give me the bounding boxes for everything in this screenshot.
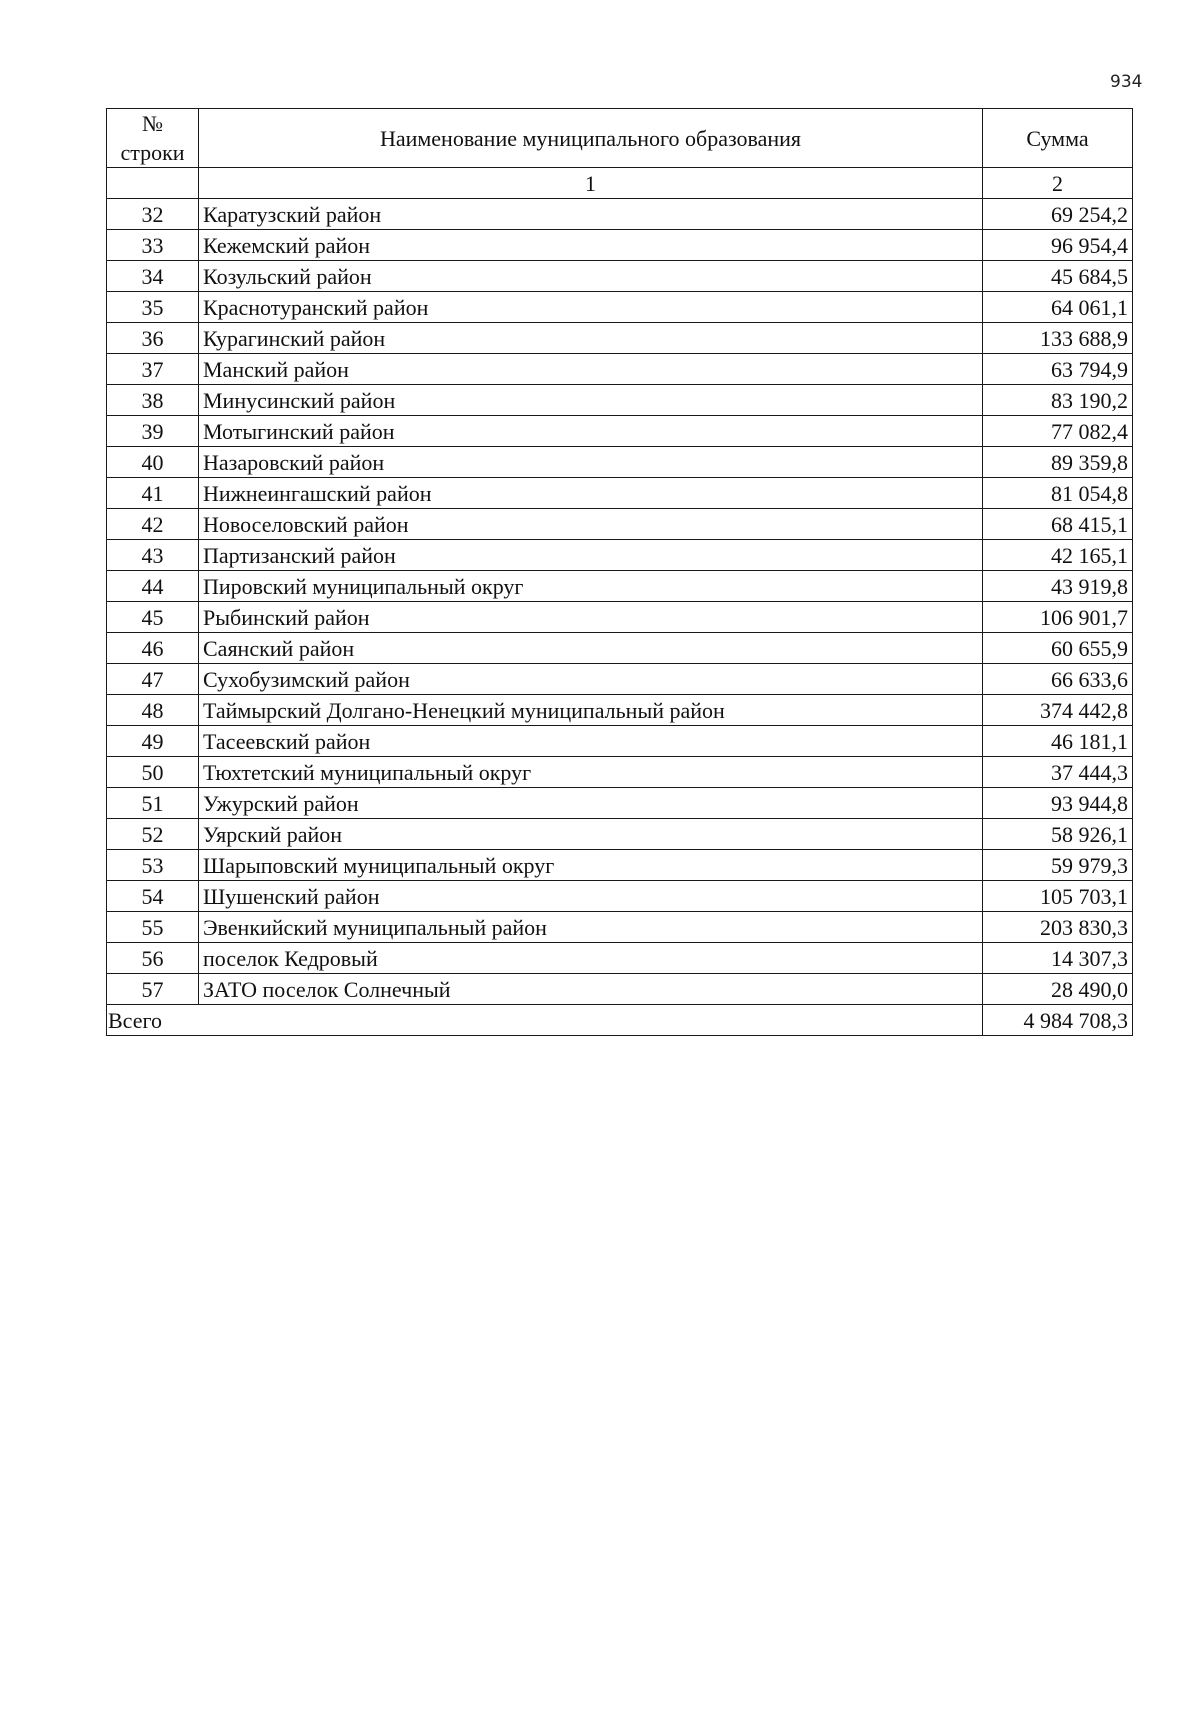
row-sum: 46 181,1: [983, 726, 1133, 757]
row-sum: 58 926,1: [983, 819, 1133, 850]
row-sum: 28 490,0: [983, 974, 1133, 1005]
municipality-name: Сухобузимский район: [199, 664, 983, 695]
table-row: [107, 323, 1133, 354]
row-number: 33: [107, 230, 199, 261]
row-number: 56: [107, 943, 199, 974]
row-number: 48: [107, 695, 199, 726]
row-sum: 37 444,3: [983, 757, 1133, 788]
table-row: [107, 602, 1133, 633]
table-row: [107, 478, 1133, 509]
municipality-name: Тюхтетский муниципальный округ: [199, 757, 983, 788]
table-row: [107, 881, 1133, 912]
table-row: [107, 540, 1133, 571]
row-sum: 374 442,8: [983, 695, 1133, 726]
total-row: [107, 1005, 1133, 1036]
municipality-name: Рыбинский район: [199, 602, 983, 633]
row-number: 52: [107, 819, 199, 850]
row-number: 38: [107, 385, 199, 416]
municipality-name: Пировский муниципальный округ: [199, 571, 983, 602]
row-number: 35: [107, 292, 199, 323]
row-sum: 59 979,3: [983, 850, 1133, 881]
row-number: 51: [107, 788, 199, 819]
row-number: 53: [107, 850, 199, 881]
row-number: 54: [107, 881, 199, 912]
municipality-name: Манский район: [199, 354, 983, 385]
row-number: 45: [107, 602, 199, 633]
municipality-name: ЗАТО поселок Солнечный: [199, 974, 983, 1005]
table-row: [107, 664, 1133, 695]
table-header-row: [107, 109, 1133, 168]
header-row-number: [107, 109, 199, 168]
row-sum: 83 190,2: [983, 385, 1133, 416]
municipality-name: Козульский район: [199, 261, 983, 292]
table-row: [107, 261, 1133, 292]
row-number: 49: [107, 726, 199, 757]
row-sum: 14 307,3: [983, 943, 1133, 974]
row-sum: 66 633,6: [983, 664, 1133, 695]
row-sum: 105 703,1: [983, 881, 1133, 912]
header-number-sign: №: [142, 111, 163, 136]
row-sum: 203 830,3: [983, 912, 1133, 943]
municipality-name: Краснотуранский район: [199, 292, 983, 323]
table-row: [107, 354, 1133, 385]
row-number: 40: [107, 447, 199, 478]
row-number: 32: [107, 199, 199, 230]
row-sum: 96 954,4: [983, 230, 1133, 261]
row-sum: 69 254,2: [983, 199, 1133, 230]
allocation-table: [106, 108, 1133, 1036]
row-number: 46: [107, 633, 199, 664]
row-number: 47: [107, 664, 199, 695]
municipality-name: Партизанский район: [199, 540, 983, 571]
total-sum: 4 984 708,3: [983, 1005, 1133, 1036]
municipality-name: Минусинский район: [199, 385, 983, 416]
municipality-name: Уярский район: [199, 819, 983, 850]
row-sum: 68 415,1: [983, 509, 1133, 540]
row-sum: 42 165,1: [983, 540, 1133, 571]
table-row: [107, 943, 1133, 974]
row-sum: 60 655,9: [983, 633, 1133, 664]
table-row: [107, 416, 1133, 447]
table-body: [107, 199, 1133, 1005]
row-sum: 64 061,1: [983, 292, 1133, 323]
header-sum: Сумма: [983, 109, 1133, 168]
municipality-name: Мотыгинский район: [199, 416, 983, 447]
header-municipality-name: Наименование муниципального образования: [199, 109, 983, 168]
municipality-name: Ужурский район: [199, 788, 983, 819]
municipality-name: Саянский район: [199, 633, 983, 664]
column-index-num: [107, 168, 199, 199]
municipality-name: Каратузский район: [199, 199, 983, 230]
row-number: 44: [107, 571, 199, 602]
row-sum: 77 082,4: [983, 416, 1133, 447]
row-sum: 63 794,9: [983, 354, 1133, 385]
row-number: 42: [107, 509, 199, 540]
municipality-name: Новоселовский район: [199, 509, 983, 540]
row-sum: 133 688,9: [983, 323, 1133, 354]
table-row: [107, 447, 1133, 478]
municipality-name: Эвенкийский муниципальный район: [199, 912, 983, 943]
municipality-name: Назаровский район: [199, 447, 983, 478]
municipality-name: Кежемский район: [199, 230, 983, 261]
row-number: 41: [107, 478, 199, 509]
municipality-name: Тасеевский район: [199, 726, 983, 757]
row-sum: 45 684,5: [983, 261, 1133, 292]
column-index-row: [107, 168, 1133, 199]
table-row: [107, 819, 1133, 850]
row-number: 43: [107, 540, 199, 571]
table-row: [107, 757, 1133, 788]
header-row-label: строки: [120, 140, 185, 165]
municipality-name: Шарыповский муниципальный округ: [199, 850, 983, 881]
table-row: [107, 912, 1133, 943]
table-row: [107, 788, 1133, 819]
table-row: [107, 571, 1133, 602]
table-row: [107, 509, 1133, 540]
table-row: [107, 974, 1133, 1005]
municipality-name: Нижнеингашский район: [199, 478, 983, 509]
table-row: [107, 292, 1133, 323]
table-row: [107, 695, 1133, 726]
table-row: [107, 633, 1133, 664]
table-row: [107, 385, 1133, 416]
row-sum: 106 901,7: [983, 602, 1133, 633]
total-label: Всего: [107, 1005, 983, 1036]
municipality-name: Таймырский Долгано-Ненецкий муниципальный район: [199, 695, 983, 726]
row-number: 36: [107, 323, 199, 354]
row-number: 37: [107, 354, 199, 385]
table-row: [107, 726, 1133, 757]
municipality-name: поселок Кедровый: [199, 943, 983, 974]
row-sum: 93 944,8: [983, 788, 1133, 819]
row-sum: 43 919,8: [983, 571, 1133, 602]
table-row: [107, 850, 1133, 881]
row-sum: 89 359,8: [983, 447, 1133, 478]
row-sum: 81 054,8: [983, 478, 1133, 509]
column-index-name: 1: [199, 168, 983, 199]
row-number: 55: [107, 912, 199, 943]
row-number: 34: [107, 261, 199, 292]
table-row: [107, 199, 1133, 230]
page-number: 934: [1110, 72, 1143, 92]
table-row: [107, 230, 1133, 261]
row-number: 57: [107, 974, 199, 1005]
municipality-name: Шушенский район: [199, 881, 983, 912]
row-number: 39: [107, 416, 199, 447]
row-number: 50: [107, 757, 199, 788]
municipality-name: Курагинский район: [199, 323, 983, 354]
column-index-sum: 2: [983, 168, 1133, 199]
